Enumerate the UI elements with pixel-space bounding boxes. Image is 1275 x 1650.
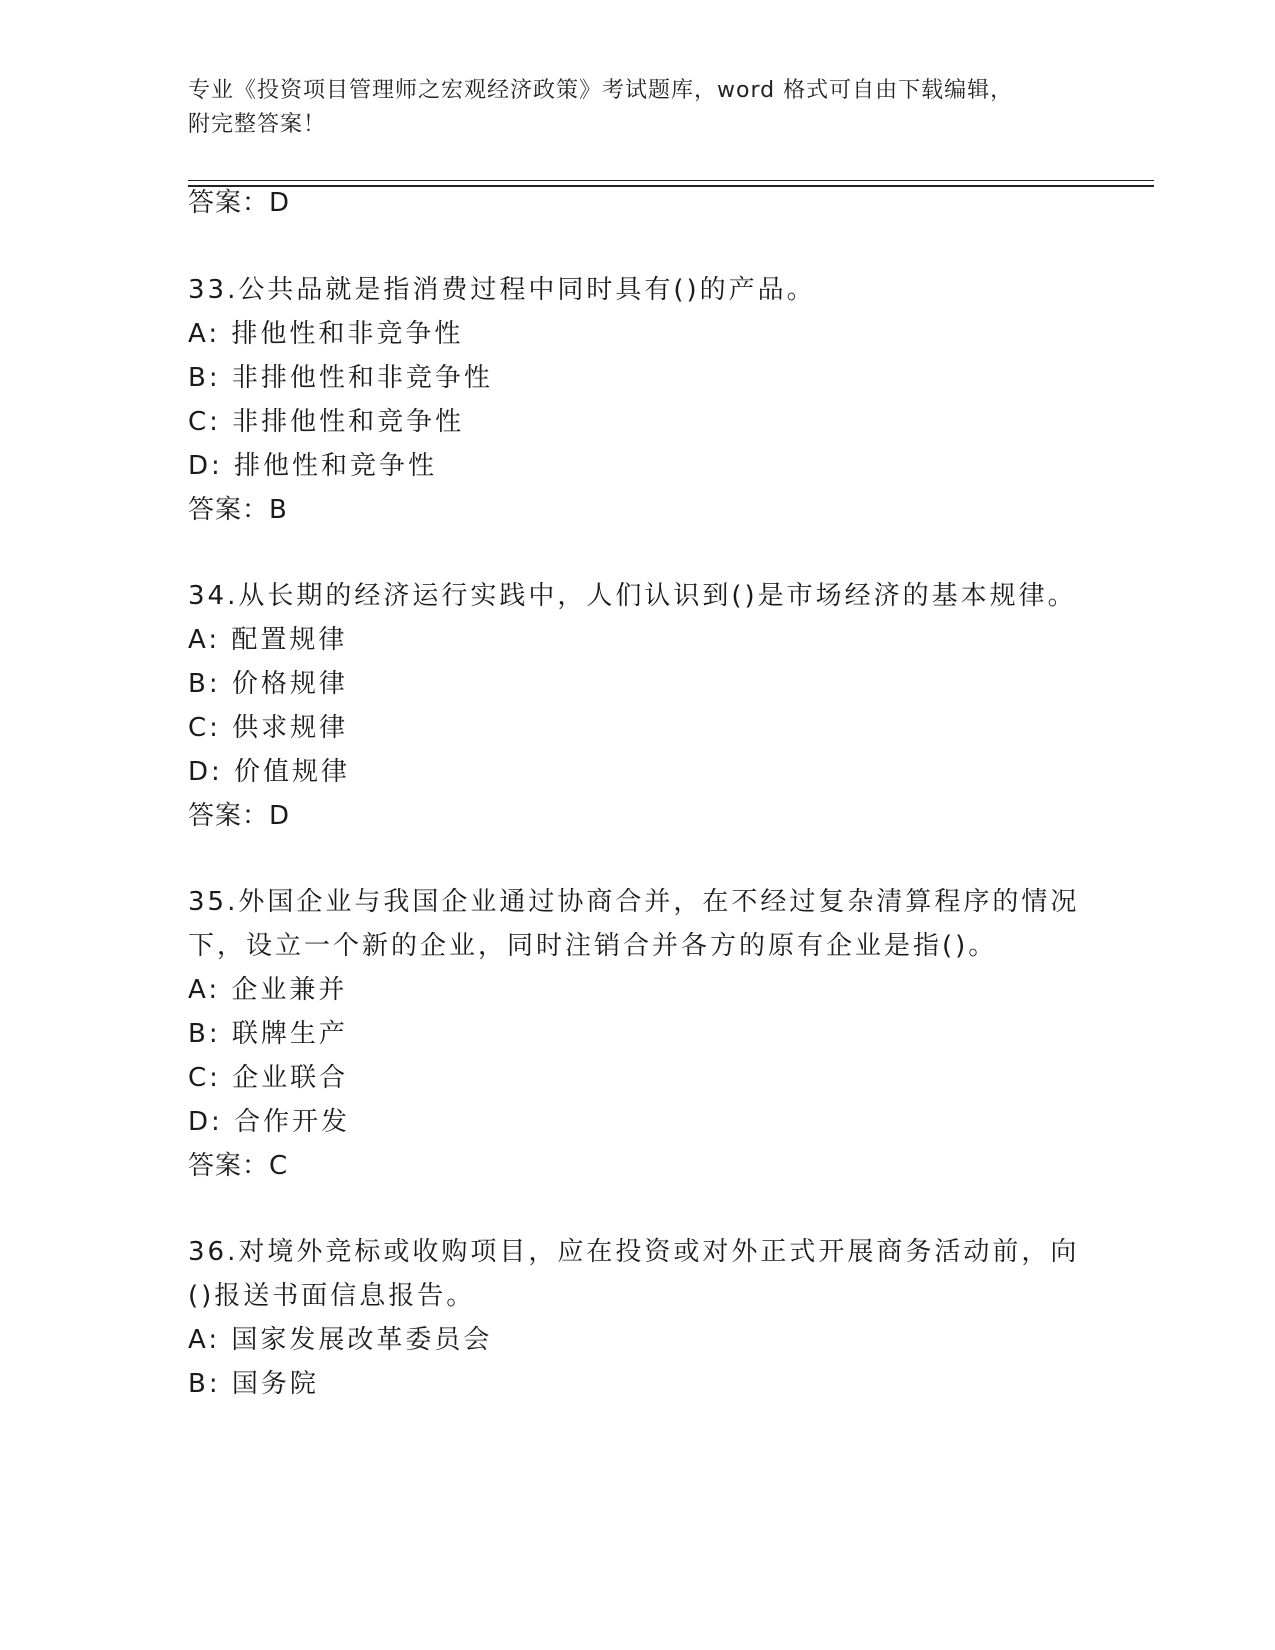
question-33-option-d: D: 排他性和竞争性: [188, 451, 438, 481]
question-35-stem-line-2: 下，设立一个新的企业，同时注销合并各方的原有企业是指()。: [188, 931, 998, 961]
question-36-stem-line-1: 36.对境外竞标或收购项目，应在投资或对外正式开展商务活动前，向: [188, 1237, 1080, 1267]
answer-previous: 答案：D: [188, 188, 291, 218]
question-34-option-c: C: 供求规律: [188, 713, 349, 743]
question-33-option-a: A: 排他性和非竞争性: [188, 319, 464, 349]
question-35-option-b: B: 联牌生产: [188, 1019, 348, 1049]
question-33-stem: 33.公共品就是指消费过程中同时具有()的产品。: [188, 275, 816, 305]
question-35-answer: 答案：C: [188, 1151, 289, 1181]
question-36-option-b: B: 国务院: [188, 1369, 319, 1399]
question-33-answer: 答案：B: [188, 495, 288, 525]
document-header-note: [188, 74, 1088, 142]
question-34-option-a: A: 配置规律: [188, 625, 348, 655]
header-note-line-2: 附完整答案！: [188, 112, 327, 137]
question-36-option-a: A: 国家发展改革委员会: [188, 1325, 493, 1355]
question-33-option-b: B: 非排他性和非竞争性: [188, 363, 493, 393]
header-note-line-1: 专业《投资项目管理师之宏观经济政策》考试题库，word 格式可自由下载编辑，: [188, 78, 1014, 103]
question-35-option-a: A: 企业兼并: [188, 975, 348, 1005]
question-35-option-d: D: 合作开发: [188, 1107, 351, 1137]
question-35-option-c: C: 企业联合: [188, 1063, 349, 1093]
question-36-stem-line-2: ()报送书面信息报告。: [188, 1281, 476, 1311]
question-35-stem-line-1: 35.外国企业与我国企业通过协商合并，在不经过复杂清算程序的情况: [188, 887, 1080, 917]
question-34-answer: 答案：D: [188, 801, 291, 831]
question-34-stem: 34.从长期的经济运行实践中，人们认识到()是市场经济的基本规律。: [188, 581, 1077, 611]
header-divider-top: [188, 180, 1154, 181]
question-33-option-c: C: 非排他性和竞争性: [188, 407, 465, 437]
question-34-option-d: D: 价值规律: [188, 757, 351, 787]
question-34-option-b: B: 价格规律: [188, 669, 348, 699]
